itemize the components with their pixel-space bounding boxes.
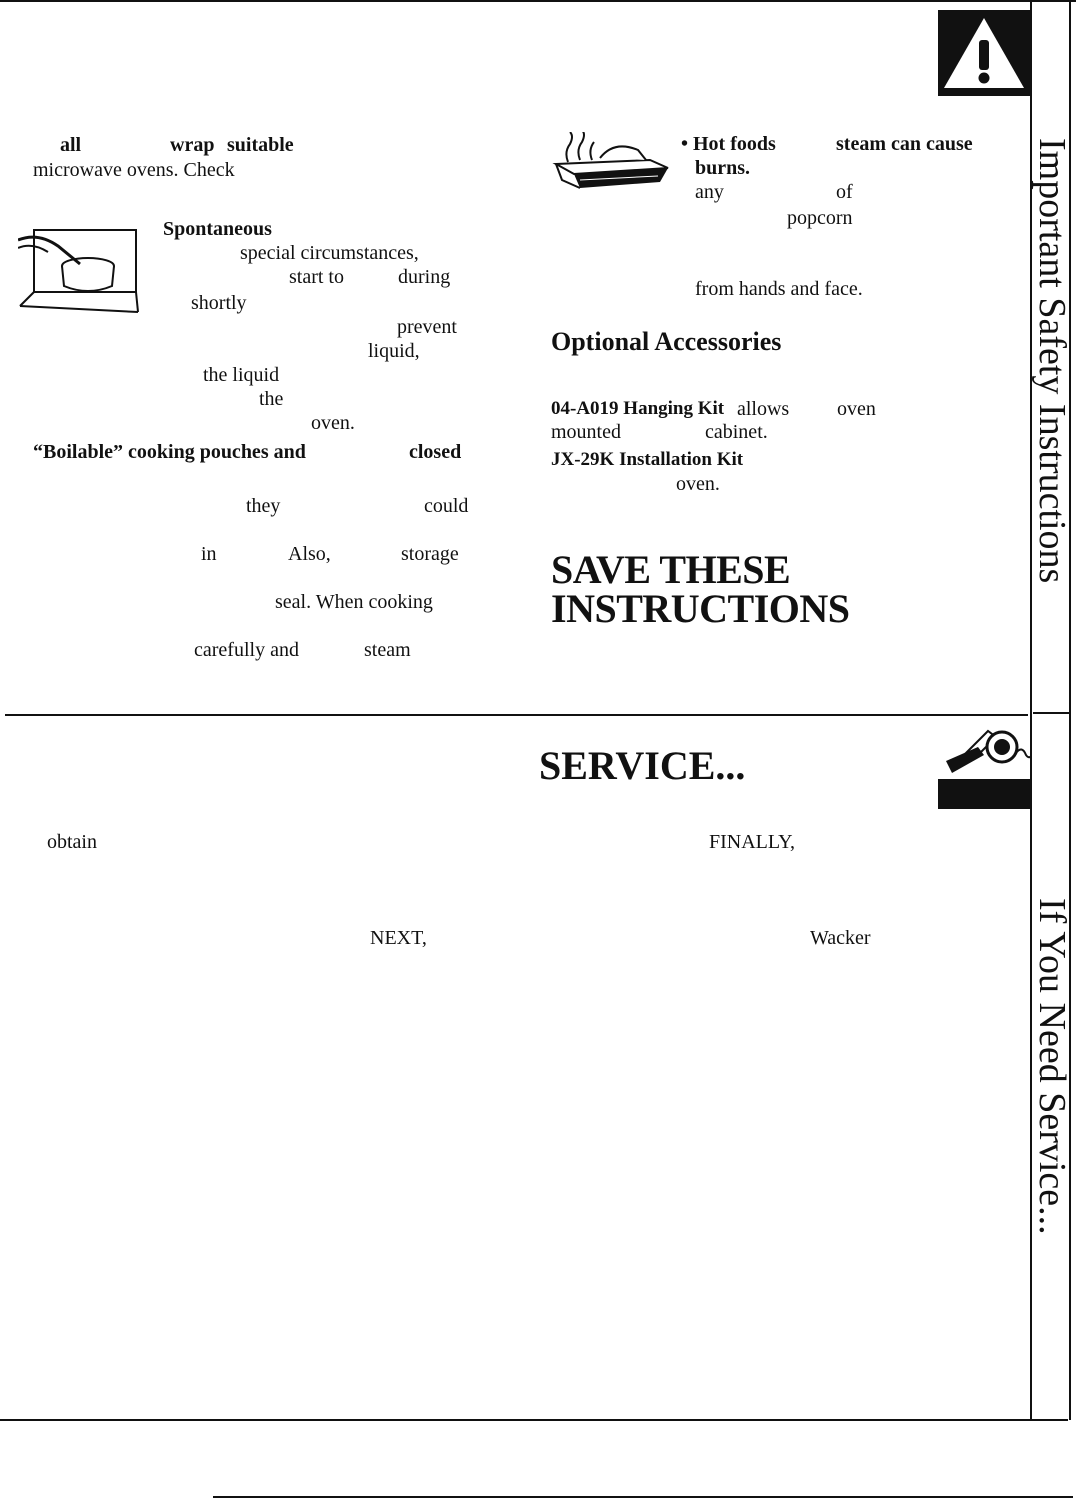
save-instructions-line1: SAVE THESE xyxy=(551,547,791,592)
text-kit1-allows: allows xyxy=(737,398,790,420)
pot-on-stove-illustration xyxy=(18,222,144,314)
text-kit1-oven: oven xyxy=(837,398,876,420)
text-spont-6: the liquid xyxy=(203,364,280,386)
text-hot-foods: • Hot foods xyxy=(681,133,776,155)
text-boil-7: carefully and xyxy=(194,639,299,661)
text-kit2-oven: oven. xyxy=(676,473,720,495)
text-steam-can-cause: steam can cause xyxy=(836,133,973,155)
hot-food-steam-illustration xyxy=(550,132,672,190)
footer-rule xyxy=(213,1496,1073,1498)
text-kit1-cabinet: cabinet. xyxy=(705,421,768,443)
text-spont-2a: start to xyxy=(289,266,344,288)
text-spont-4: prevent xyxy=(397,316,457,338)
side-title-service: If You Need Service... xyxy=(1031,898,1073,1235)
text-microwave-ovens: microwave ovens. Check xyxy=(33,159,235,181)
warning-triangle-icon xyxy=(938,10,1030,96)
text-boil-2: could xyxy=(424,495,469,517)
bottom-rule xyxy=(0,1419,1068,1421)
heading-service: SERVICE... xyxy=(539,743,746,788)
kit-hanging-label: 04-A019 Hanging Kit xyxy=(551,398,725,419)
section-divider-right xyxy=(1033,712,1069,714)
text-wrap: wrap xyxy=(170,134,215,156)
text-all: all xyxy=(60,134,82,156)
text-boil-8: steam xyxy=(364,639,411,661)
text-kit1-mounted: mounted xyxy=(551,421,621,443)
section-divider xyxy=(5,714,1028,716)
text-next: NEXT, xyxy=(370,927,427,949)
phone-service-icon xyxy=(938,717,1030,809)
text-popcorn: popcorn xyxy=(787,207,853,229)
text-boil-1: they xyxy=(246,495,281,517)
text-spont-2b: during xyxy=(398,266,451,288)
heading-optional-accessories: Optional Accessories xyxy=(551,327,782,356)
text-burns: burns. xyxy=(695,157,751,179)
text-boil-6: seal. When cooking xyxy=(275,591,433,613)
kit-installation-label: JX-29K Installation Kit xyxy=(551,449,744,470)
text-boil-4: Also, xyxy=(288,543,331,565)
text-from-hands-and-face: from hands and face. xyxy=(695,278,863,300)
text-any: any xyxy=(695,181,724,203)
text-suitable: suitable xyxy=(227,134,294,156)
service-tab xyxy=(938,717,1030,809)
text-obtain: obtain xyxy=(47,831,97,853)
heading-boilable: “Boilable” cooking pouches and xyxy=(33,441,306,463)
text-wacker: Wacker xyxy=(810,927,871,949)
top-right-rule xyxy=(1040,0,1076,2)
text-spont-1: special circumstances, xyxy=(240,242,419,264)
text-spont-8: oven. xyxy=(311,412,355,434)
text-boil-3: in xyxy=(201,543,217,565)
text-boil-5: storage xyxy=(401,543,459,565)
save-instructions-line2: INSTRUCTIONS xyxy=(551,586,850,631)
text-finally: FINALLY, xyxy=(709,831,795,853)
side-title-safety: Important Safety Instructions xyxy=(1031,138,1073,584)
heading-spontaneous: Spontaneous xyxy=(163,218,272,240)
text-of: of xyxy=(836,181,853,203)
heading-boilable-closed: closed xyxy=(409,441,462,463)
top-rule xyxy=(0,0,1040,2)
text-spont-5: liquid, xyxy=(368,340,420,362)
text-spont-3: shortly xyxy=(191,292,247,314)
warning-tab xyxy=(938,10,1030,96)
text-spont-7: the xyxy=(259,388,284,410)
